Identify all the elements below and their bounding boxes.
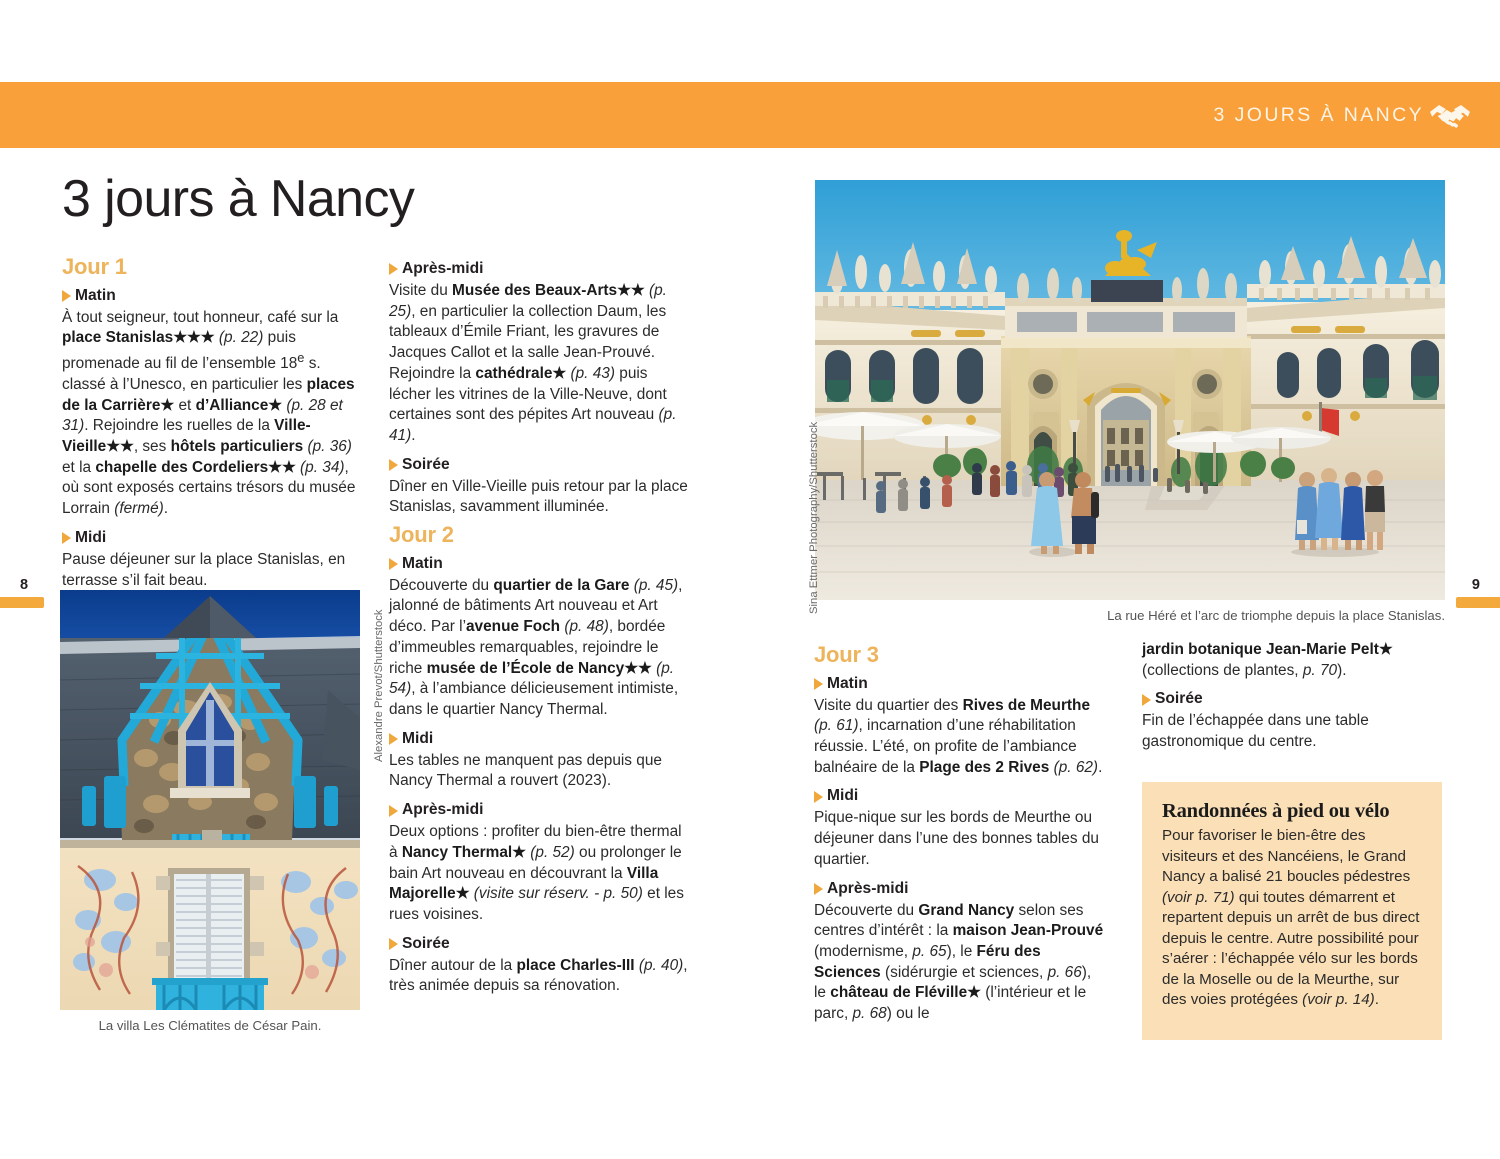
slot-heading-apres-midi (389, 800, 689, 821)
slot-text: Visite du quartier des Rives de Meurthe (p. 61), incarnation d’une réhabilitation réussie. L’été, on profite de l’ambiance balnéaire de la Plage des 2 Rives (p. 62). (814, 696, 1103, 776)
day-heading: Jour 3 (814, 642, 879, 667)
slot-heading-matin (389, 554, 689, 575)
slot-label: Après-midi (402, 260, 484, 277)
day-heading: Jour 2 (389, 522, 454, 548)
page-number-left: 8 (20, 577, 29, 593)
slot-text: Découverte du quartier de la Gare (p. 45), jalonné de bâtiments Art nouveau et Art déco. Par l’avenue Foch (p. 48), bordée d’immeubles remarquables, rejoindre le riche musée de l’École de Nancy★★ (p. 54), à l’ambiance délicieusement intimiste, dans le quartier Nancy Thermal. (389, 576, 683, 718)
photo-caption-stanislas: La rue Héré et l’arc de triomphe depuis la place Stanislas. (1107, 608, 1445, 623)
slot-heading-soiree (389, 455, 689, 476)
slot-text: Découverte du Grand Nancy selon ses centres d’intérêt : la maison Jean-Prouvé (modernisme, p. 65), le Féru des Sciences (sidérurgie et sciences, p. 66), le château de Fléville★ (l’intérieur et le parc, p. 68) ou le (814, 901, 1104, 1023)
triangle-bullet-icon (389, 733, 398, 745)
column-four (1142, 640, 1442, 755)
page-number-left-bar (0, 597, 44, 608)
slot-text: Deux options : profiter du bien-être thermal à Nancy Thermal★ (p. 52) ou prolonger le bain Art nouveau en découvrant la Villa Majorelle★ (visite sur réserv. - p. 50) et les rues voisines. (389, 823, 684, 923)
slot-text: Dîner en Ville-Vieille puis retour par la place Stanislas, savamment illuminée. (389, 477, 688, 516)
triangle-bullet-icon (62, 290, 71, 302)
slot-label: Après-midi (827, 879, 909, 897)
slot-text: Pique-nique sur les bords de Meurthe ou déjeuner dans l’une des bonnes tables du quartier. (814, 809, 1099, 868)
triangle-bullet-icon (389, 459, 398, 471)
photo-caption-villa: La villa Les Clématites de César Pain. (98, 1018, 322, 1033)
slot-label: Midi (827, 787, 859, 805)
slot-label: Matin (827, 674, 868, 692)
triangle-bullet-icon (814, 791, 823, 803)
slot-label: Soirée (402, 455, 450, 473)
photo-credit-stanislas: Sina Ettmer Photography/Shutterstock (808, 421, 820, 614)
slot-label: Soirée (402, 934, 450, 952)
page-number-right-bar (1456, 597, 1500, 608)
slot-text: Dîner autour de la place Charles-III (p. 40), très animée depuis sa rénovation. (389, 956, 688, 995)
triangle-bullet-icon (814, 678, 823, 690)
slot-text: Visite du Musée des Beaux-Arts★★ (p. 25), en particulier la collection Daum, les tableaux d’Émile Friant, les gravures de Jacques Callot et la salle Jean-Prouvé. Rejoindre la cathédrale★ (p. 43) puis lécher les vitrines de la Ville-Neuve, dont certaines sont des pépites Art nouveau (p. 41). (389, 281, 677, 444)
slot-label: Matin (75, 286, 116, 304)
photo-credit-villa: Alexandre Prevot/Shutterstock (373, 609, 385, 762)
slot-text: Fin de l’échappée dans une table gastronomique du centre. (1142, 712, 1369, 751)
slot-text: Pause déjeuner sur la place Stanislas, en terrasse s’il fait beau. (62, 550, 346, 589)
triangle-bullet-icon (62, 532, 71, 544)
page-number-right: 9 (1471, 577, 1480, 593)
column-three (814, 640, 1104, 1027)
info-box-text: Pour favoriser le bien-être des visiteurs et des Nancéiens, le Grand Nancy a balisé 21 boucles pédestres (voir p. 71) qui toutes démarrent et repartent depuis un arrêt de bus direct depuis le centre. Autre possibilité pour s’aérer : l’échappée vélo sur les bords de la Moselle ou de la Meurthe, sur des voies protégées (voir p. 14). (1162, 827, 1420, 1009)
page-title: 3 jours à Nancy (62, 170, 415, 228)
slot-heading-apres-midi (389, 259, 689, 280)
column-one (62, 252, 358, 593)
triangle-bullet-icon (389, 263, 398, 275)
photo-place-stanislas (815, 180, 1445, 600)
slot-label: Midi (402, 729, 434, 747)
slot-label: Après-midi (402, 801, 484, 819)
slot-heading-apres-midi (814, 879, 1104, 900)
triangle-bullet-icon (389, 805, 398, 817)
slot-label: Soirée (1155, 690, 1203, 708)
info-box-randonnees (1142, 782, 1442, 1040)
triangle-bullet-icon (389, 558, 398, 570)
handshake-icon (1428, 100, 1472, 132)
triangle-bullet-icon (814, 883, 823, 895)
slot-text: Les tables ne manquent pas depuis que Nancy Thermal a rouvert (2023). (389, 751, 662, 790)
slot-text: À tout seigneur, tout honneur, café sur la place Stanislas★★★ (p. 22) puis promenade au fil de l’ensemble 18e s. classé à l’Unesco, en particulier les places de la Carrière★ et d’Alliance★ (p. 28 et 31). Rejoindre les ruelles de la Ville-Vieille★★, ses hôtels particuliers (p. 36) et la chapelle des Cordeliers★★ (p. 34), où sont exposés certains trésors du musée Lorrain (fermé). (62, 308, 356, 518)
slot-heading-soiree (1142, 689, 1442, 710)
info-box-title: Randonnées à pied ou vélo (1162, 800, 1390, 822)
triangle-bullet-icon (389, 938, 398, 950)
slot-label: Midi (75, 528, 107, 546)
slot-heading-matin (62, 286, 358, 307)
triangle-bullet-icon (1142, 694, 1151, 706)
header-title: 3 JOURS À NANCY (1213, 104, 1424, 126)
photo-villa-les-clematites (60, 590, 360, 1010)
column-two (389, 252, 689, 999)
slot-heading-midi (814, 786, 1104, 807)
day-heading: Jour 1 (62, 254, 127, 279)
slot-heading-soiree (389, 934, 689, 955)
slot-heading-matin (814, 674, 1104, 695)
slot-heading-midi (62, 528, 358, 549)
slot-text-continuation: jardin botanique Jean-Marie Pelt★ (collections de plantes, p. 70). (1142, 641, 1393, 679)
slot-heading-midi (389, 729, 689, 750)
slot-label: Matin (402, 554, 443, 572)
